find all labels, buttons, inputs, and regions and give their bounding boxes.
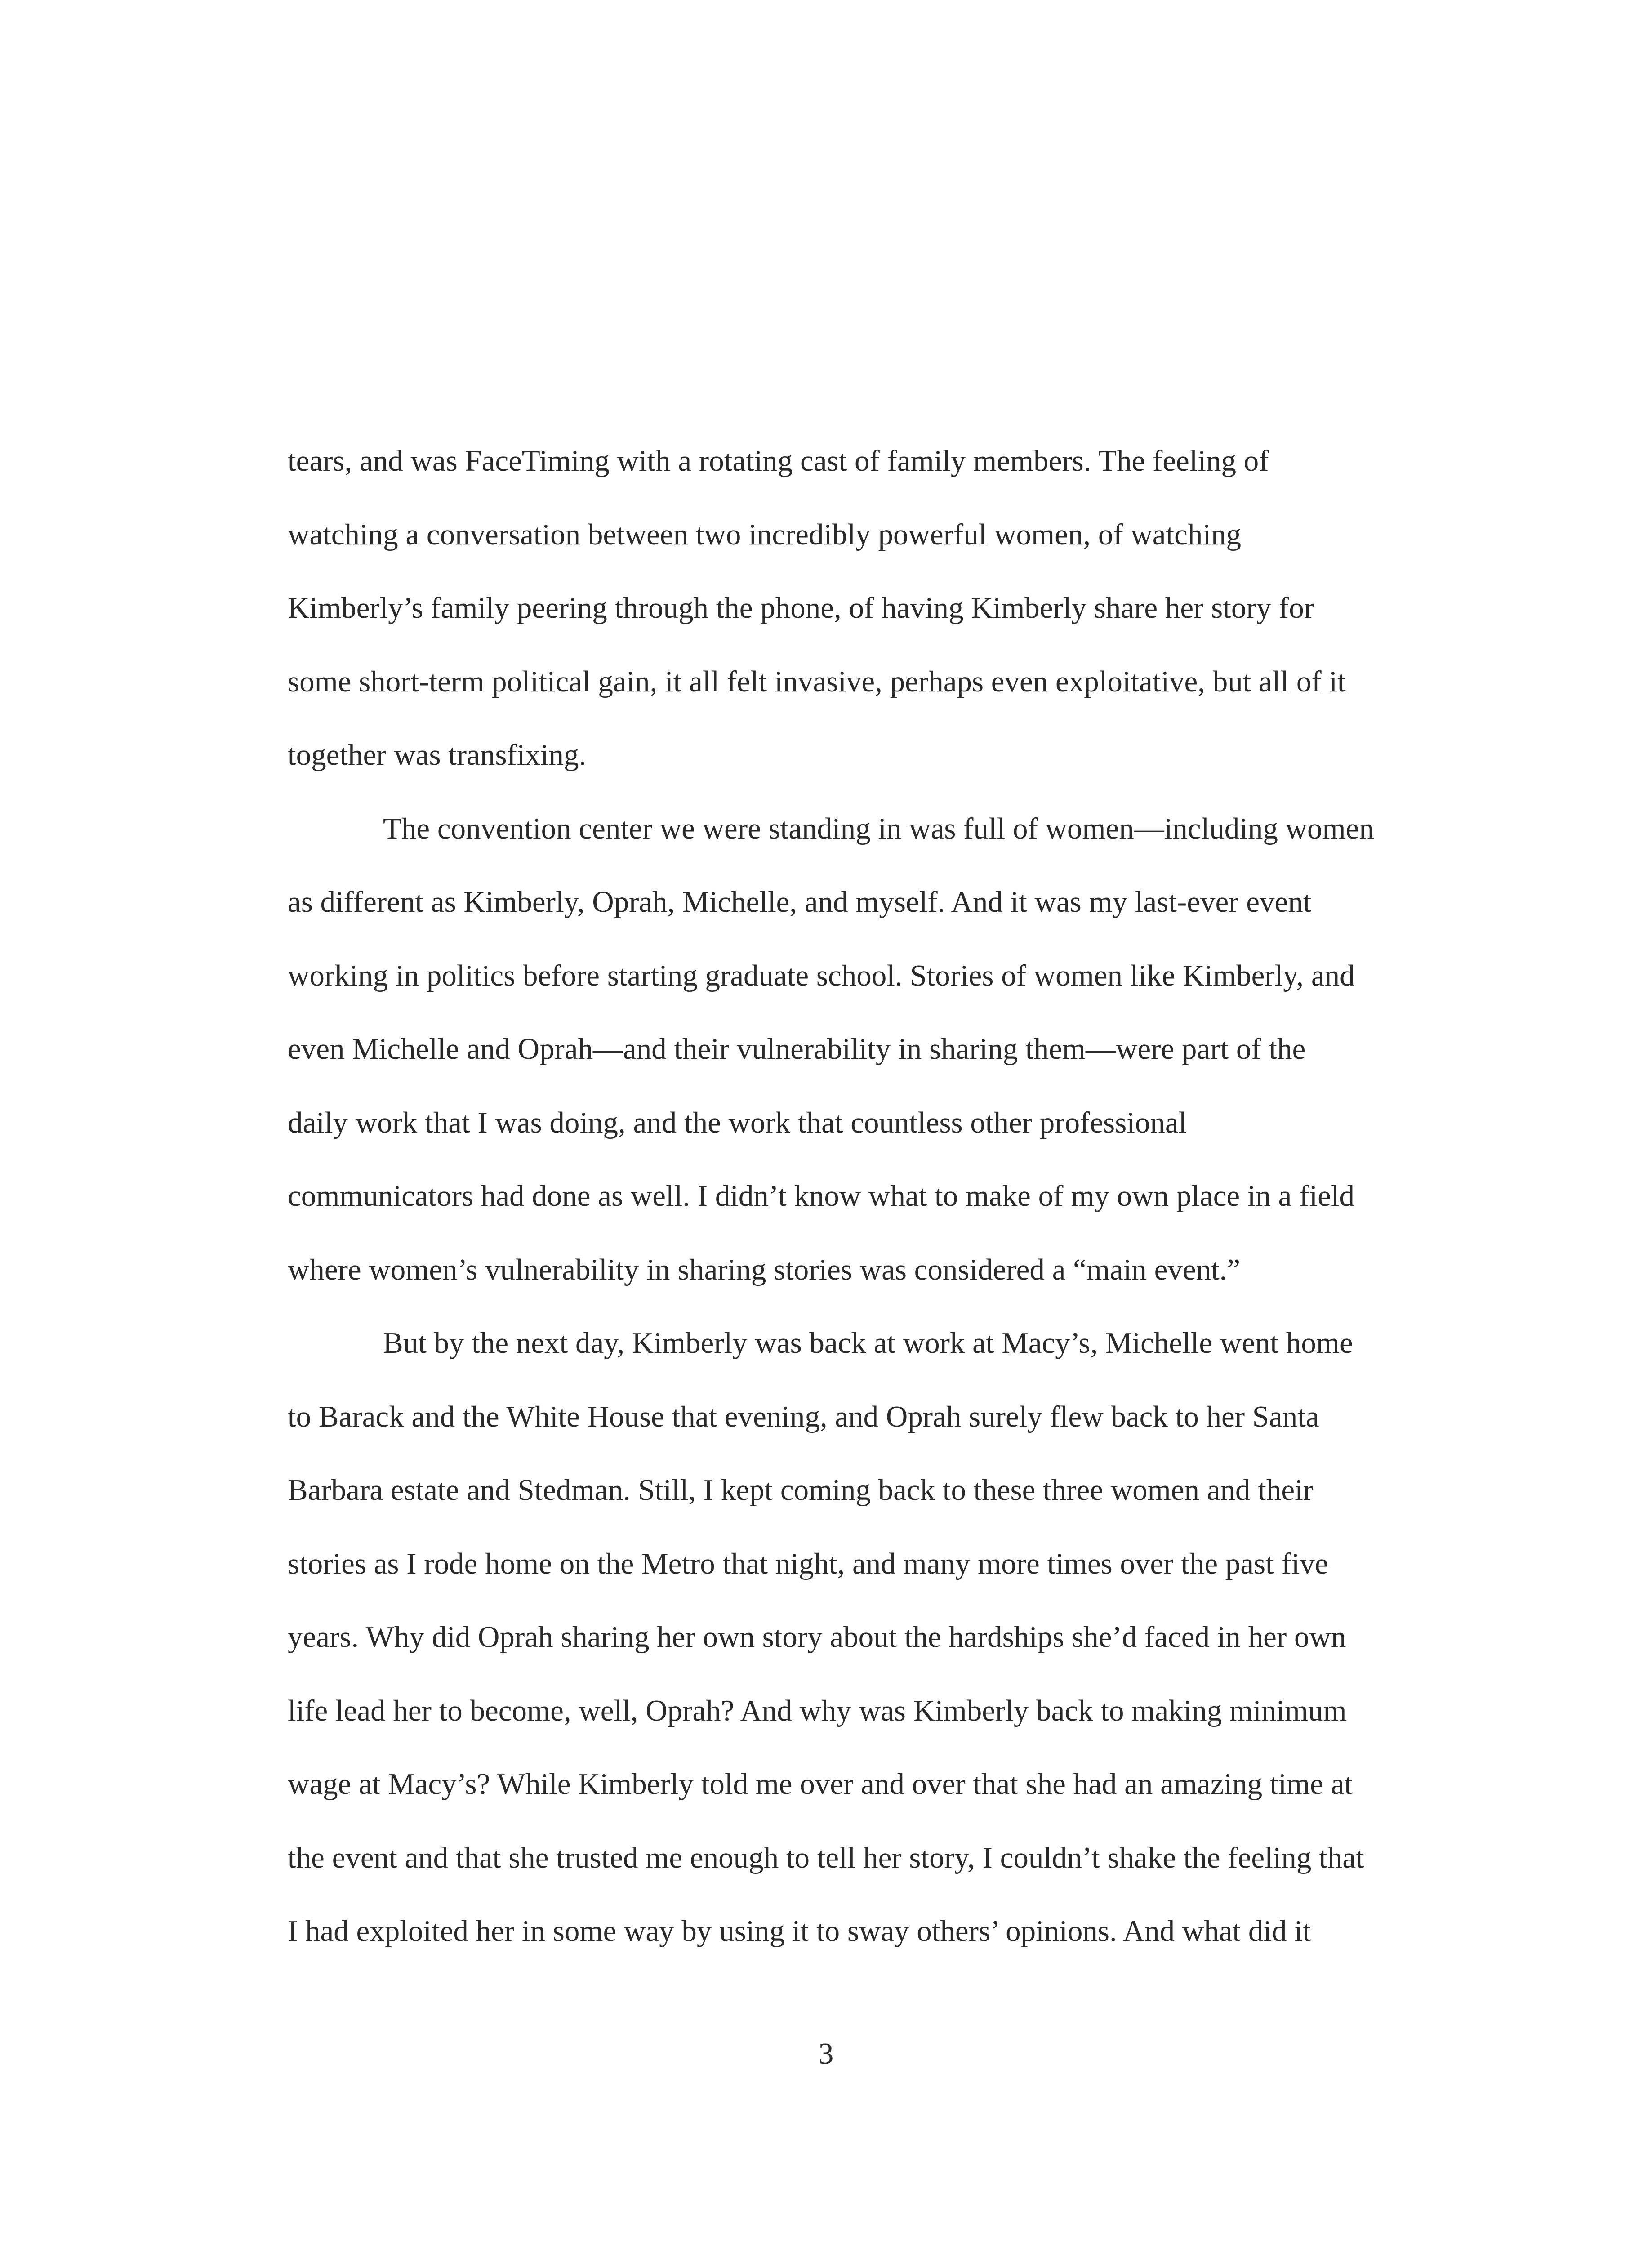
text-line: years. Why did Oprah sharing her own story about the hardships she’d faced in her own: [288, 1620, 1346, 1654]
text-line: watching a conversation between two incredibly powerful women, of watching: [288, 517, 1242, 551]
text-line: wage at Macy’s? While Kimberly told me over and over that she had an amazing time at: [288, 1767, 1353, 1801]
text-line: Barbara estate and Stedman. Still, I kept coming back to these three women and their: [288, 1473, 1314, 1507]
text-line: Kimberly’s family peering through the phone, of having Kimberly share her story for: [288, 591, 1314, 624]
paragraph-first-line: But by the next day, Kimberly was back at work at Macy’s, Michelle went home: [383, 1326, 1353, 1360]
text-line: together was transfixing.: [288, 738, 587, 772]
text-line: where women’s vulnerability in sharing stories was considered a “main event.”: [288, 1253, 1241, 1286]
text-line: to Barack and the White House that evening, and Oprah surely flew back to her Santa: [288, 1400, 1319, 1433]
text-line: as different as Kimberly, Oprah, Michelle, and myself. And it was my last-ever event: [288, 885, 1312, 919]
text-line: communicators had done as well. I didn’t know what to make of my own place in a field: [288, 1179, 1354, 1213]
text-line: daily work that I was doing, and the work that countless other professional: [288, 1106, 1187, 1139]
paragraph-first-line: The convention center we were standing in was full of women—including women: [383, 812, 1374, 845]
text-line: I had exploited her in some way by using it to sway others’ opinions. And what did it: [288, 1914, 1311, 1948]
text-line: working in politics before starting graduate school. Stories of women like Kimberly, and: [288, 959, 1355, 992]
text-line: stories as I rode home on the Metro that night, and many more times over the past five: [288, 1547, 1328, 1580]
text-line: tears, and was FaceTiming with a rotating cast of family members. The feeling of: [288, 444, 1269, 477]
text-line: even Michelle and Oprah—and their vulnerability in sharing them—were part of the: [288, 1032, 1306, 1066]
text-line: the event and that she trusted me enough to tell her story, I couldn’t shake the feeling that: [288, 1841, 1364, 1874]
page-number: 3: [818, 2037, 834, 2070]
body-text: [288, 438, 1447, 1982]
text-line: some short-term political gain, it all felt invasive, perhaps even exploitative, but all of it: [288, 665, 1346, 698]
text-line: life lead her to become, well, Oprah? And why was Kimberly back to making minimum: [288, 1694, 1347, 1727]
